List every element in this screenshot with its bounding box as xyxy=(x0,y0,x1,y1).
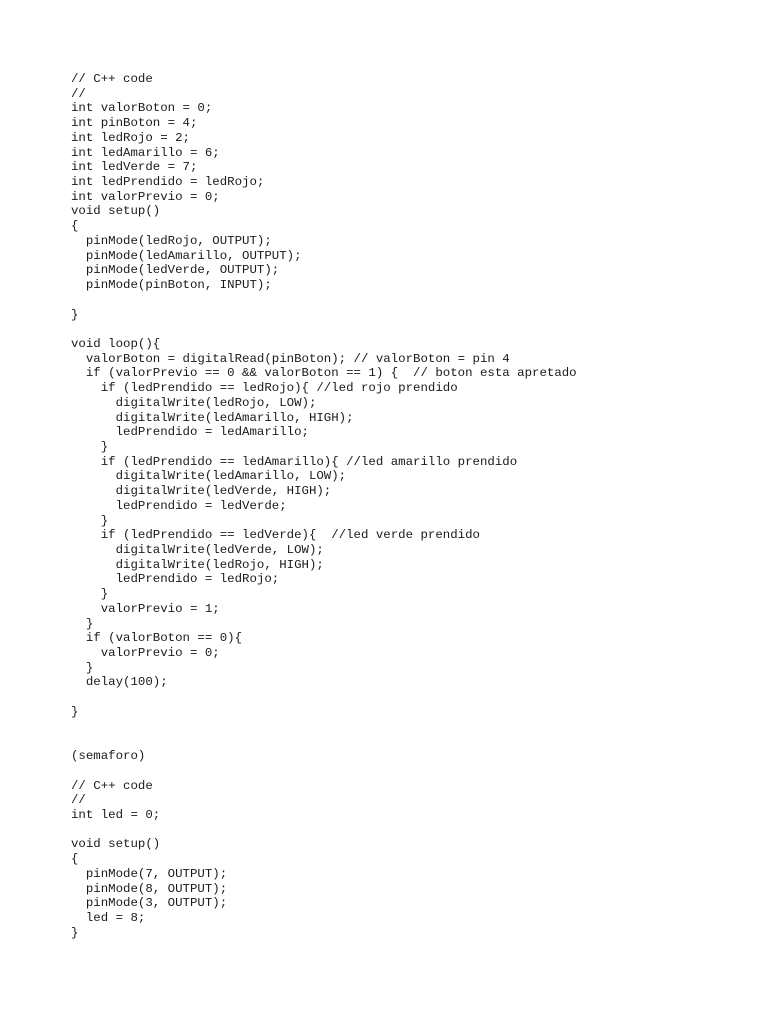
code-block xyxy=(71,72,577,940)
code-line: pinMode(8, OUTPUT); xyxy=(71,881,228,896)
code-line: int led = 0; xyxy=(71,807,161,822)
code-line: pinMode(ledRojo, OUTPUT); xyxy=(71,233,272,248)
code-line: led = 8; xyxy=(71,910,146,925)
code-line: pinMode(7, OUTPUT); xyxy=(71,866,228,881)
code-line: } xyxy=(71,513,109,528)
code-line: if (ledPrendido == ledVerde){ //led verde prendido xyxy=(71,528,480,543)
code-line: digitalWrite(ledVerde, HIGH); xyxy=(71,484,332,499)
code-line: digitalWrite(ledRojo, HIGH); xyxy=(71,557,324,572)
code-line: int ledVerde = 7; xyxy=(71,160,198,175)
code-line: } xyxy=(71,439,109,454)
code-line: valorPrevio = 0; xyxy=(71,646,220,661)
code-line: } xyxy=(71,925,79,940)
code-line: if (ledPrendido == ledRojo){ //led rojo prendido xyxy=(71,381,458,396)
code-line: int valorBoton = 0; xyxy=(71,101,213,116)
code-line: void setup() xyxy=(71,204,161,219)
code-line xyxy=(71,823,577,838)
code-line: pinMode(pinBoton, INPUT); xyxy=(71,278,272,293)
code-line: } xyxy=(71,660,94,675)
code-line: // C++ code xyxy=(71,72,153,86)
code-line: // C++ code xyxy=(71,778,153,793)
code-line: digitalWrite(ledVerde, LOW); xyxy=(71,543,324,557)
code-line: digitalWrite(ledRojo, LOW); xyxy=(71,395,317,410)
code-line: { xyxy=(71,852,79,867)
code-line: delay(100); xyxy=(71,675,168,690)
code-line: } xyxy=(71,307,79,322)
code-line xyxy=(71,734,577,749)
code-line xyxy=(71,293,577,308)
code-line: ledPrendido = ledAmarillo; xyxy=(71,425,309,440)
code-line: int ledPrendido = ledRojo; xyxy=(71,175,265,190)
code-line: int ledRojo = 2; xyxy=(71,130,190,145)
code-line: pinMode(3, OUTPUT); xyxy=(71,896,228,911)
code-line: if (valorPrevio == 0 && valorBoton == 1) { // boton esta apretado xyxy=(71,366,577,381)
code-line: void loop(){ xyxy=(71,336,161,351)
code-line: int ledAmarillo = 6; xyxy=(71,145,220,160)
code-line xyxy=(71,764,577,779)
code-line: digitalWrite(ledAmarillo, HIGH); xyxy=(71,410,354,425)
code-line: ledPrendido = ledVerde; xyxy=(71,498,287,513)
code-line: } xyxy=(71,587,109,602)
code-line: // xyxy=(71,86,86,101)
code-line xyxy=(71,322,577,337)
code-line: if (ledPrendido == ledAmarillo){ //led amarillo prendido xyxy=(71,454,518,469)
code-line: int valorPrevio = 0; xyxy=(71,189,220,204)
code-line: pinMode(ledAmarillo, OUTPUT); xyxy=(71,248,302,263)
code-line: (semaforo) xyxy=(71,749,146,764)
code-line: digitalWrite(ledAmarillo, LOW); xyxy=(71,469,347,484)
code-line: } xyxy=(71,704,79,719)
code-line: void setup() xyxy=(71,837,161,852)
code-line: valorBoton = digitalRead(pinBoton); // valorBoton = pin 4 xyxy=(71,351,510,366)
code-line: { xyxy=(71,219,79,234)
code-line: ledPrendido = ledRojo; xyxy=(71,572,280,587)
code-line: pinMode(ledVerde, OUTPUT); xyxy=(71,263,280,278)
code-line xyxy=(71,720,577,735)
code-line: valorPrevio = 1; xyxy=(71,601,220,616)
code-line: // xyxy=(71,793,86,808)
code-line: if (valorBoton == 0){ xyxy=(71,631,243,646)
code-line: } xyxy=(71,616,94,631)
code-line xyxy=(71,690,577,705)
code-line: int pinBoton = 4; xyxy=(71,116,198,131)
